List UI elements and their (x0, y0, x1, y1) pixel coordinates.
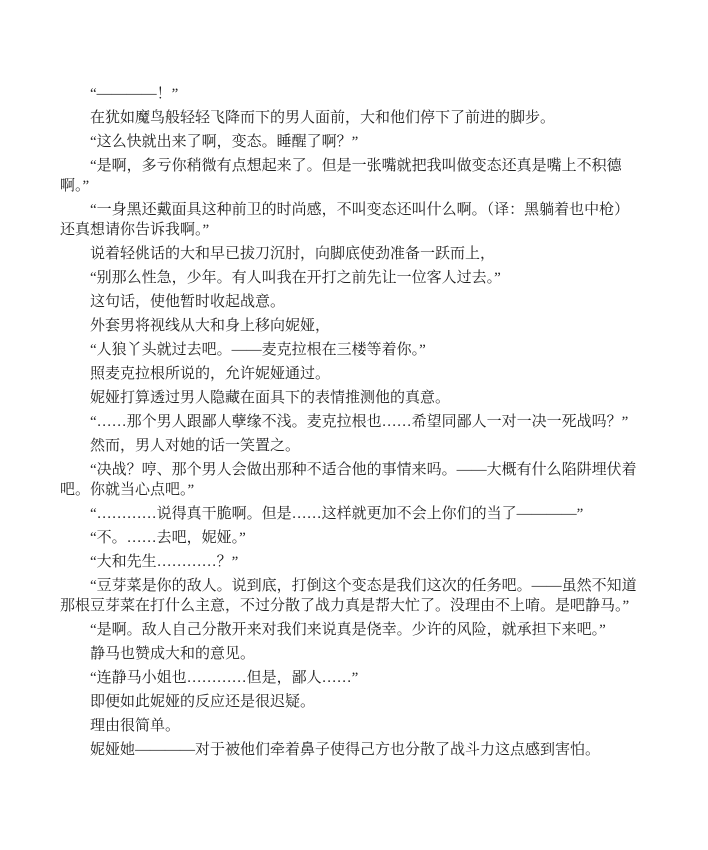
paragraph: 静马也赞成大和的意见。 (90, 646, 256, 662)
paragraph: “不。……去吧，妮娅。” (90, 530, 246, 546)
paragraph: “…………说得真干脆啊。但是……这样就更加不会上你们的当了————” (90, 506, 584, 522)
paragraph: 这句话，使他暂时收起战意。 (90, 294, 286, 310)
paragraph: “别那么性急，少年。有人叫我在开打之前先让一位客人过去。” (90, 270, 501, 286)
paragraph: “————！” (90, 86, 179, 102)
paragraph: “决战？哼、那个男人会做出那种不适合他的事情来吗。——大概有什么陷阱埋伏着吧。你就当心点吧。” (60, 462, 637, 498)
paragraph: 妮娅打算透过男人隐藏在面具下的表情推测他的真意。 (90, 390, 451, 406)
paragraph: “连静马小姐也…………但是，鄙人……” (90, 670, 359, 686)
paragraph: 然而，男人对她的话一笑置之。 (90, 438, 301, 454)
paragraph: “豆芽菜是你的敌人。说到底，打倒这个变态是我们这次的任务吧。——虽然不知道那根豆芽菜在打什么主意，不过分散了战力真是帮大忙了。没理由不上唷。是吧静马。” (60, 578, 637, 614)
paragraph: 外套男将视线从大和身上移向妮娅， (90, 318, 331, 334)
paragraph: “是啊。敌人自己分散开来对我们来说真是侥幸。少许的风险，就承担下来吧。” (90, 622, 606, 638)
paragraph: 在犹如魔鸟般轻轻飞降而下的男人面前，大和他们停下了前进的脚步。 (90, 110, 556, 126)
paragraph: “大和先生…………？” (90, 554, 239, 570)
paragraph: 妮娅她————对于被他们牵着鼻子使得己方也分散了战斗力这点感到害怕。 (90, 742, 601, 758)
paragraph: “人狼丫头就过去吧。——麦克拉根在三楼等着你。” (90, 342, 426, 358)
paragraph: 照麦克拉根所说的，允许妮娅通过。 (90, 366, 331, 382)
paragraph: 理由很简单。 (90, 718, 181, 734)
paragraph: “……那个男人跟鄙人孽缘不浅。麦克拉根也……希望同鄙人一对一决一死战吗？” (90, 414, 629, 430)
paragraph: “是啊，多亏你稍微有点想起来了。但是一张嘴就把我叫做变态还真是嘴上不积德啊。” (60, 158, 622, 194)
paragraph: 说着轻佻话的大和早已拔刀沉肘，向脚底使劲准备一跃而上， (90, 246, 496, 262)
paragraph: 即便如此妮娅的反应还是很迟疑。 (90, 694, 316, 710)
paragraph: “一身黑还戴面具这种前卫的时尚感，不叫变态还叫什么啊。（译：黑躺着也中枪）还真想请你告诉我啊。” (60, 202, 630, 238)
paragraph: “这么快就出来了啊，变态。睡醒了啊？” (90, 134, 359, 150)
